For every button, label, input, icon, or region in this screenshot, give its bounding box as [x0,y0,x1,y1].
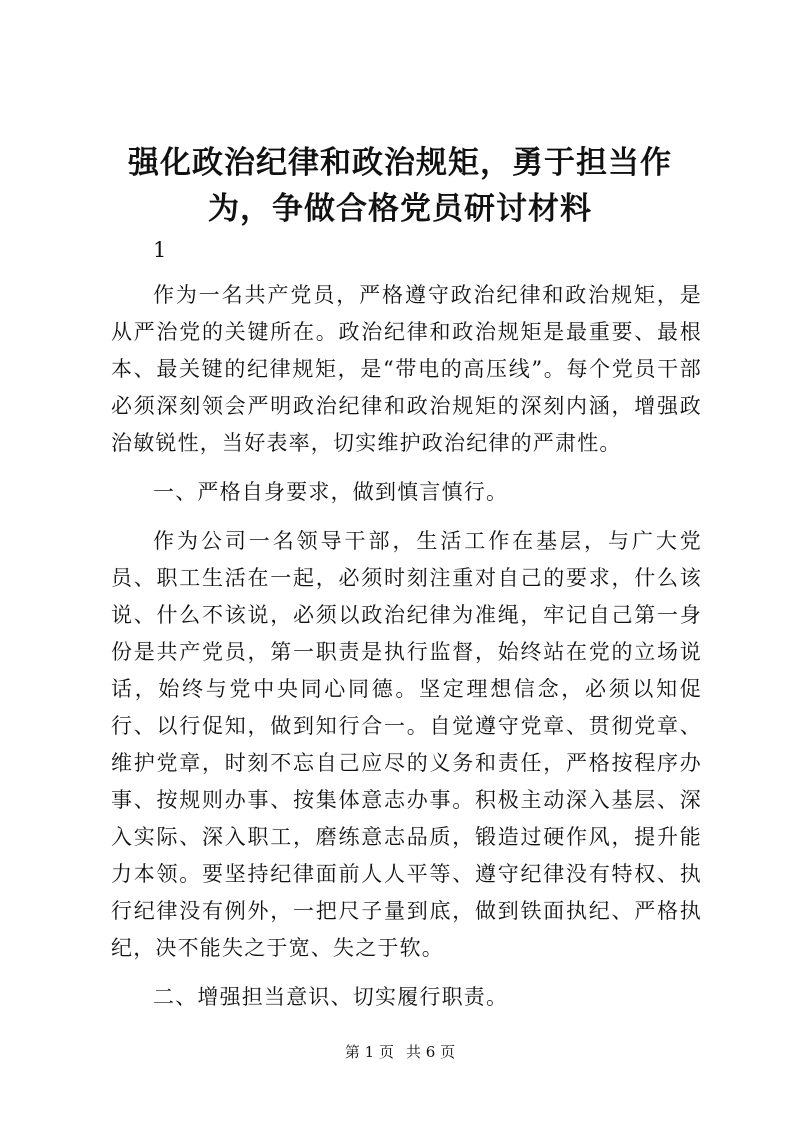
section-heading: 二、增强担当意识、切实履行职责。 [153,985,509,1009]
document-body [111,232,702,1028]
page-total: 共 6 页 [406,1043,456,1061]
body-paragraph: 作为一名共产党员，严格遵守政治纪律和政治规矩，是从严治党的关键所在。政治纪律和政治规矩是最重要、最根本、最关键的纪律规矩，是“带电的高压线”。每个党员干部必须深刻领会严明政治纪律和政治规矩的深刻内涵，增强政治敏锐性，当好表率，切实维护政治纪律的严肃性。 [111,283,702,455]
page-number: 第 1 页 [344,1043,394,1061]
body-paragraph: 作为公司一名领导干部，生活工作在基层，与广大党员、职工生活在一起，必须时刻注重对自己的要求，什么该说、什么不该说，必须以政治纪律为准绳，牢记自己第一身份是共产党员，第一职责是执行监督，始终站在党的立场说话，始终与党中央同心同德。坚定理想信念，必须以知促行、以行促知，做到知行合一。自觉遵守党章、贯彻党章、维护党章，时刻不忘自己应尽的义务和责任，严格按程序办事、按规则办事、按集体意志办事。积极主动深入基层、深入实际、深入职工，磨练意志品质，锻造过硬作风，提升能力本领。要坚持纪律面前人人平等、遵守纪律没有特权、执行纪律没有例外，一把尺子量到底，做到铁面执纪、严格执纪，决不能失之于宽、失之于软。 [111,529,702,960]
section-heading: 一、严格自身要求，做到慎言慎行。 [153,480,509,504]
page-footer [0,1042,800,1062]
section-number: 1 [153,238,168,262]
document-title: 强化政治纪律和政治规矩，勇于担当作为，争做合格党员研讨材料 [128,145,672,227]
